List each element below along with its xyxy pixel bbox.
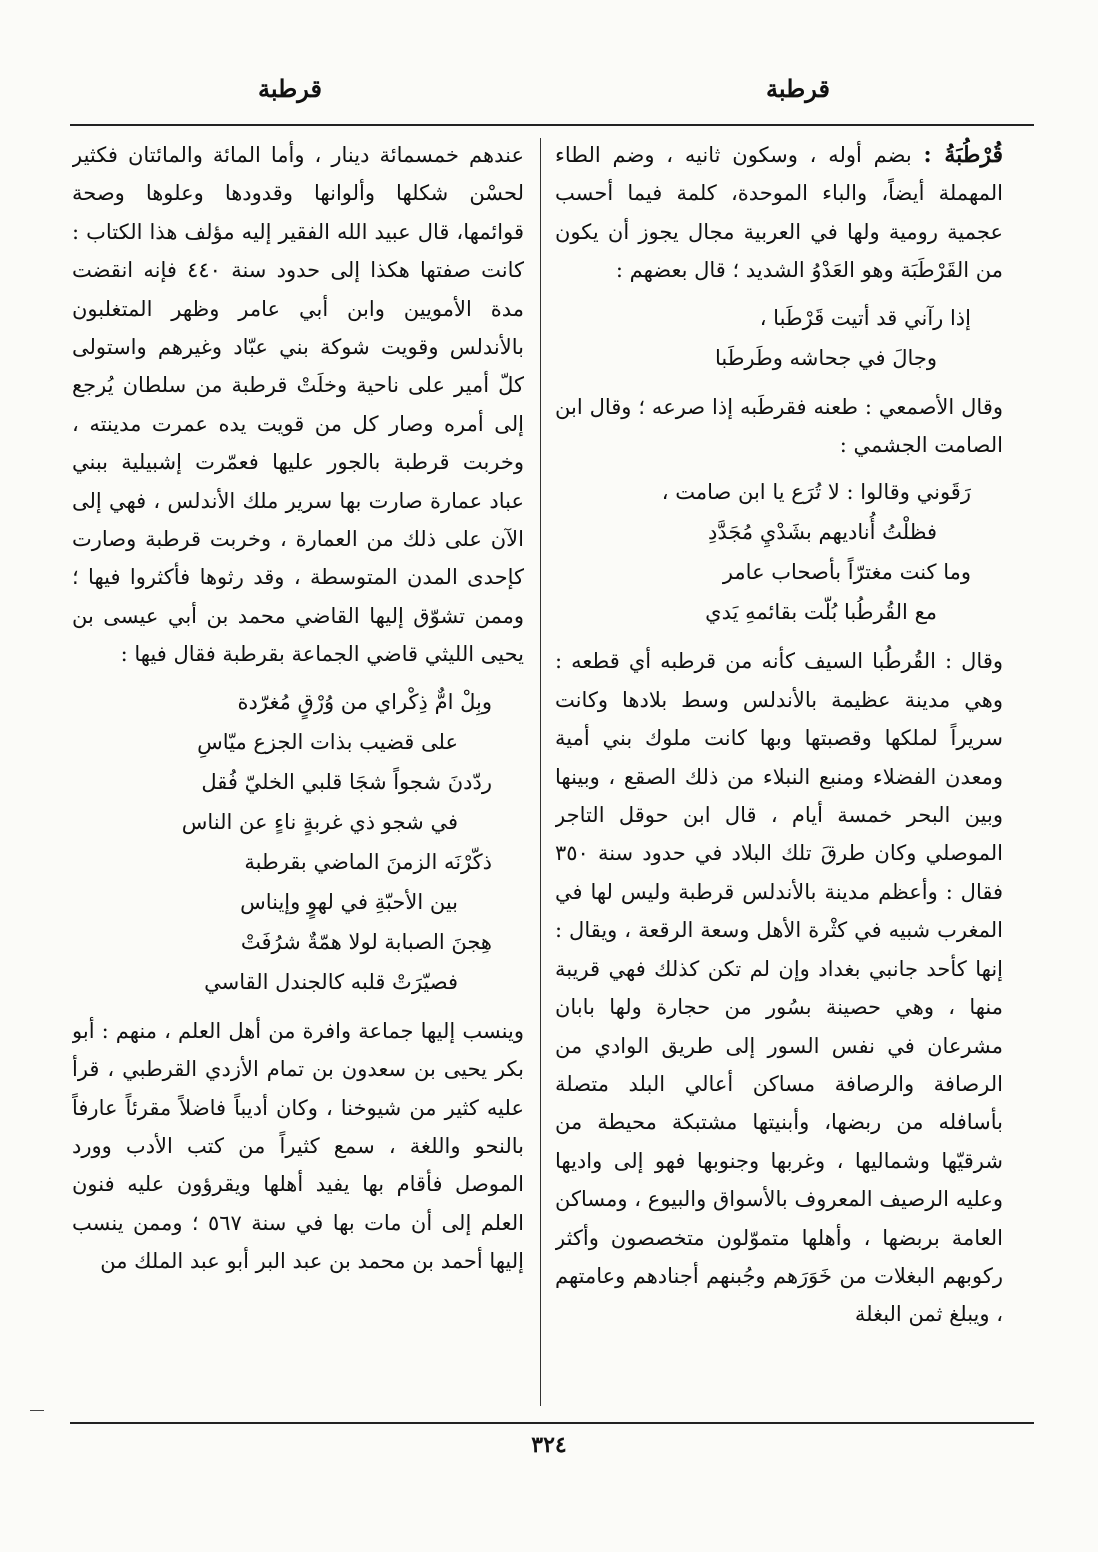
verse-hemistich: وجالَ في جحاشه وطَرطَبا — [714, 345, 937, 370]
verse — [555, 298, 1003, 378]
verse-hemistich: فصيّرَتْ قلبه كالجندل القاسي — [204, 969, 458, 994]
column-divider — [540, 138, 541, 1406]
paragraph: وقال : القُرطُبا السيف كأنه من قرطبه أي قطعه : وهي مدينة عظيمة بالأندلس وسط بلادها وكانت سريراً لملكها وقصبتها وبها كانت ملوك بني أمية ومعدن الفضلاء ومنبع النبلاء من ذلك الصقع ، وبينها وبين البحر خمسة أيام ، قال ابن حوقل التاجر الموصلي وكان طرقَ تلك البلاد في حدود سنة ٣٥٠ فقال : وأعظم مدينة بالأندلس قرطبة وليس لها في المغرب شبيه في كثْرة الأهل وسعة الرقعة ، ويقال : إنها كأحد جانبي بغداد وإن لم تكن كذلك فهي قريبة منها ، وهي حصينة بسُور من حجارة ولها بابان مشرعان في نفس السور إلى طريق الوادي من الرصافة والرصافة مساكن أعالي البلد متصلة بأسافله من ربضها، وأبنيتها مشتبكة محيطة من شرقيّها وشماليها ، وغربها وجنوبها فهو إلى واديها وعليه الرصيف المعروف بالأسواق والبيوع ، ومساكن العامة بربضها ، وأهلها متموّلون متخصصون وأكثر ركوبهم البغلات من خَوَرَهم وجُبنهم أجنادهم وعامتهم ، ويبلغ ثمن البغلة — [555, 649, 1003, 1327]
header-rule — [70, 124, 1034, 126]
running-header-right: قرطبة — [766, 74, 830, 103]
verse-hemistich: بين الأحبّةِ في لهوٍ وإيناس — [240, 889, 458, 914]
paragraph: وينسب إليها جماعة وافرة من أهل العلم ، منهم : أبو بكر يحيى بن سعدون بن تمام الأزدي القرطبي ، قرأ عليه كثير من شيوخنا ، وكان أديباً فاضلاً مقرئاً عارفاً بالنحو واللغة ، سمع كثيراً من كتب الأدب وورد الموصل فأقام بها يفيد أهلها ويقرؤون عليه فنون العلم إلى أن مات بها في سنة ٥٦٧ ؛ وممن ينسب إليها أحمد بن محمد بن عبد البر أبو عبد الملك من — [72, 1018, 524, 1274]
paragraph — [555, 136, 1003, 290]
verse-hemistich: فظلْتُ أُناديهم بشَدْيِ مُجَدَّدِ — [707, 520, 937, 545]
margin-mark — [30, 1410, 44, 1411]
paragraph: وقال الأصمعي : طعنه فقرطَبه إذا صرعه ؛ وقال ابن الصامت الجشمي : — [555, 394, 1003, 458]
verse-hemistich: على قضيب بذات الجزع ميّاسِ — [197, 729, 458, 754]
verse-hemistich: في شجو ذي غربةٍ ناءٍ عن الناس — [181, 809, 458, 834]
left-column — [72, 136, 524, 1416]
verse-hemistich: رَقَوني وقالوا : لا تُرَع يا ابن صامت ، — [661, 480, 971, 505]
paragraph-text: بضم أوله ، وسكون ثانيه ، وضم الطاء المهملة أيضاً، والباء الموحدة، كلمة فيما أحسب عجمية رومية ولها في العربية مجال يجوز أن يكون من القَرْطَبَة وهو العَدْوُ الشديد ؛ قال بعضهم : — [555, 143, 1003, 283]
paragraph: عندهم خمسمائة دينار ، وأما المائة والمائتان فكثير لحسْن شكلها وألوانها وقدودها وعلوها وصحة قوائمها، قال عبيد الله الفقير إليه مؤلف هذا الكتاب : كانت صفتها هكذا إلى حدود سنة ٤٤٠ فإنه انقضت مدة الأمويين وابن أبي عامر وظهر المتغلبون بالأندلس وقويت شوكة بني عبّاد وغيرهم واستولى كلّ أمير على ناحية وخلَتْ قرطبة من سلطان يُرجع إلى أمره وصار كل من قويت يده عمرت مدينته ، وخربت قرطبة بالجور عليها فعمّرت إشبيلية ببني عباد عمارة صارت بها سرير ملك الأندلس ، فهي إلى الآن على ذلك من العمارة ، وخربت قرطبة وصارت كإحدى المدن المتوسطة ، وقد رثوها فأكثروا فيها ؛ وممن تشوّق إليها القاضي محمد بن أبي عيسى بن يحيى الليثي قاضي الجماعة بقرطبة فقال فيها : — [72, 143, 524, 667]
verse-hemistich: وبِلْ امٌّ ذِكْراي من وُرْقٍ مُغرّدة — [237, 689, 492, 714]
page-number: ٣٢٤ — [531, 1432, 567, 1458]
verse — [72, 682, 524, 1002]
right-column — [555, 136, 1003, 1416]
verse-hemistich: وما كنت مغترّاً بأصحاب عامر — [722, 560, 971, 585]
verse-hemistich: إذا رآني قد أتيت قَرْطَبا ، — [759, 305, 971, 330]
verse-hemistich: ردّدنَ شجواً شجَا قلبي الخليّ فُقل — [201, 769, 492, 794]
entry-headword: قُرْطُبَةُ : — [923, 142, 1003, 168]
running-header-left: قرطبة — [258, 74, 322, 103]
verse-hemistich: ذكّرْنَه الزمنَ الماضي بقرطبة — [244, 849, 492, 874]
verse-hemistich: مع القُرطُبا بُلّت بقائمهِ يَدي — [705, 600, 937, 625]
verse-hemistich: هِجنَ الصبابة لولا همّةٌ شرُفَتْ — [240, 929, 492, 954]
verse — [555, 472, 1003, 632]
footer-rule — [70, 1422, 1034, 1424]
